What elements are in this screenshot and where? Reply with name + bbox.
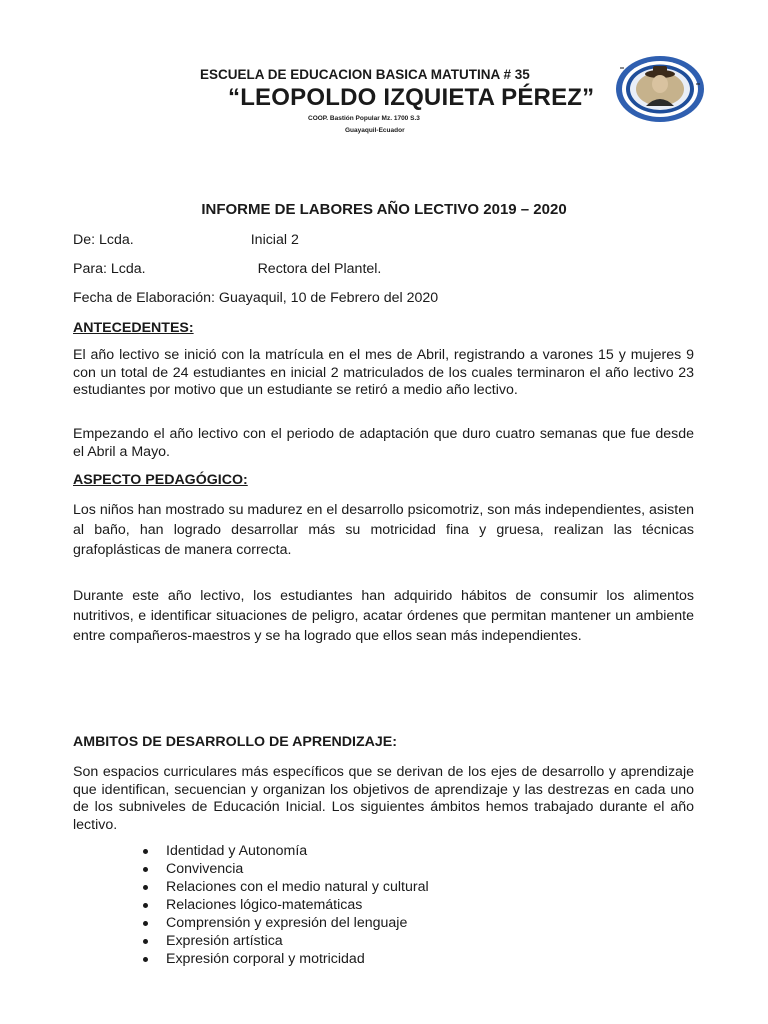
school-address: COOP. Bastión Popular Mz. 1700 S.3: [308, 115, 420, 122]
date-line: Fecha de Elaboración: Guayaquil, 10 de Febrero del 2020: [73, 290, 439, 306]
list-item: Comprensión y expresión del lenguaje: [140, 914, 429, 932]
list-item: Expresión corporal y motricidad: [140, 950, 429, 968]
list-item: Relaciones lógico-matemáticas: [140, 896, 429, 914]
antecedentes-heading: ANTECEDENTES:: [73, 320, 194, 336]
bullet-icon: [143, 849, 148, 854]
bullet-icon: [143, 903, 148, 908]
school-crest-portrait-icon: [614, 54, 706, 124]
antecedentes-paragraph-2: Empezando el año lectivo con el periodo de adaptación que duro cuatro semanas que fue desde el Abril a Mayo.: [73, 426, 694, 460]
list-item: Expresión artística: [140, 932, 429, 950]
pedagogico-heading: ASPECTO PEDAGÓGICO:: [73, 472, 248, 488]
ambitos-list: [140, 842, 429, 968]
bullet-icon: [143, 939, 148, 944]
to-label: Para: Lcda.: [73, 261, 146, 277]
antecedentes-paragraph-1: El año lectivo se inició con la matrícula en el mes de Abril, registrando a varones 15 y mujeres 9 con un total de 24 estudiantes en inicial 2 matriculados de los cuales terminaron el año lectivo 23 estudiantes por motivo que un estudiante se retiró a medio año lectivo.: [73, 347, 694, 398]
report-title: INFORME DE LABORES AÑO LECTIVO 2019 – 2020: [201, 201, 567, 218]
list-item: Identidad y Autonomía: [140, 842, 429, 860]
from-line: [73, 232, 299, 248]
pedagogico-paragraph-1: Los niños han mostrado su madurez en el desarrollo psicomotriz, son más independientes, asisten al baño, han logrado desarrollar más su motricidad fina y gruesa, realizan las técnicas grafoplásticas de manera correcta.: [73, 502, 694, 558]
list-item: Convivencia: [140, 860, 429, 878]
from-label: De: Lcda.: [73, 232, 134, 248]
ambitos-heading: AMBITOS DE DESARROLLO DE APRENDIZAJE:: [73, 734, 397, 750]
to-line: [73, 261, 381, 277]
school-type-line: ESCUELA DE EDUCACION BASICA MATUTINA # 35: [200, 67, 530, 82]
bullet-icon: [143, 867, 148, 872]
bullet-icon: [143, 921, 148, 926]
bullet-icon: [143, 885, 148, 890]
list-item: Relaciones con el medio natural y cultural: [140, 878, 429, 896]
pedagogico-paragraph-2: Durante este año lectivo, los estudiantes han adquirido hábitos de consumir los alimentos nutritivos, e identificar situaciones de peligro, acatar órdenes que permitan mantener un ambiente entre compañeros-maestros y se ha logrado que ellos sean más independientes.: [73, 588, 694, 644]
bullet-icon: [143, 957, 148, 962]
school-city: Guayaquil-Ecuador: [345, 127, 405, 134]
school-name: “LEOPOLDO IZQUIETA PÉREZ”: [228, 84, 595, 111]
ambitos-paragraph: Son espacios curriculares más específicos que se derivan de los ejes de desarrollo y aprendizaje que identifican, secuencian y organizan los objetivos de aprendizaje y las destrezas en cada uno de los subniveles de Educación Inicial. Los siguientes ámbitos hemos trabajado durante el año lectivo.: [73, 764, 694, 833]
to-value: Rectora del Plantel.: [257, 261, 382, 277]
from-value: Inicial 2: [250, 232, 299, 248]
